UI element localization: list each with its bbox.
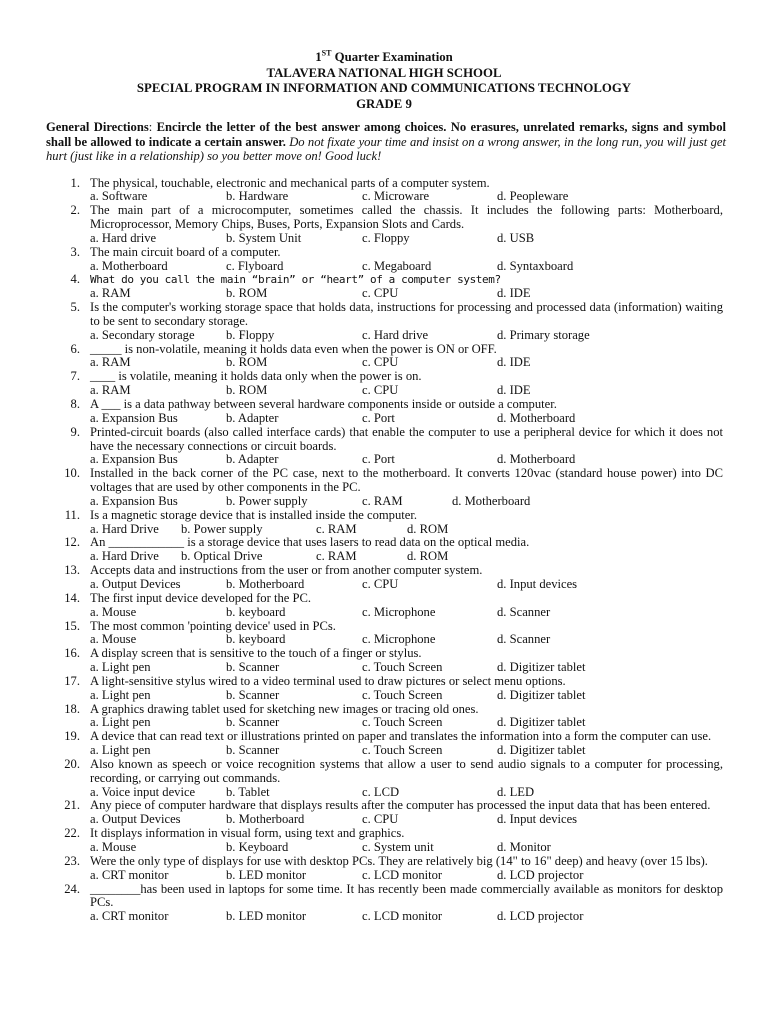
grade-level: GRADE 9 [356, 96, 412, 111]
question-item [0, 827, 768, 855]
question-number: 15. [64, 618, 80, 633]
question-number: 14. [64, 590, 80, 605]
question-number: 24. [64, 881, 80, 896]
question-body: Any piece of computer hardware that displays results after the computer has processed the input data that has been entered. [90, 798, 711, 813]
question-text [0, 592, 723, 606]
answer-choice-b[interactable]: b. System Unit [226, 230, 302, 245]
answer-choice-b[interactable]: b. Motherboard [226, 576, 305, 591]
answer-choice-c[interactable]: c. CPU [362, 286, 399, 301]
answer-choice-d[interactable]: d. LCD projector [497, 867, 584, 882]
answer-choice-d[interactable]: d. USB [497, 230, 535, 245]
question-item [0, 620, 768, 648]
answer-choice-b[interactable]: b. keyboard [226, 604, 286, 619]
question-body: Were the only type of displays for use with desktop PCs. They are relatively big (14" to 16" deep) and heavy (over 15 lbs). [90, 853, 708, 868]
question-text [0, 564, 723, 578]
question-number: 9. [70, 424, 80, 439]
question-body: A display screen that is sensitive to the touch of a finger or stylus. [90, 646, 422, 661]
answer-choice-c[interactable]: c. LCD monitor [362, 909, 443, 924]
answer-choice-c[interactable]: c. RAM [362, 493, 403, 508]
answer-choice-d[interactable]: d. ROM [407, 521, 449, 536]
question-body: The main part of a microcomputer, sometimes called the chassis. It includes the following parts: Motherboard, Microprocessor, Memory Chips, Buses, Ports, Expansion Slots and Cards. [90, 203, 723, 232]
question-item [0, 467, 768, 509]
question-body: The physical, touchable, electronic and mechanical parts of a computer system. [90, 175, 490, 190]
answer-choices [0, 412, 768, 426]
question-text [0, 758, 723, 786]
question-item [0, 509, 768, 537]
answer-choice-b[interactable]: b. LED monitor [226, 909, 307, 924]
answer-choice-b[interactable]: b. Scanner [226, 660, 280, 675]
question-body: Is the computer's working storage space that holds data, instructions for processing and processed data (information) waiting to be sent to secondary storage. [90, 300, 723, 328]
answer-choice-a[interactable]: a. Voice input device [90, 784, 196, 799]
question-item [0, 647, 768, 675]
answer-choice-d[interactable]: d. Monitor [497, 840, 551, 854]
answer-choice-c[interactable]: c. CPU [362, 812, 399, 827]
answer-choices [0, 744, 768, 758]
answer-choice-c[interactable]: c. RAM [316, 521, 357, 536]
answer-choice-c[interactable]: c. Megaboard [362, 258, 432, 273]
answer-choice-d[interactable]: d. Motherboard [497, 452, 576, 467]
answer-choices [0, 190, 768, 204]
question-number: 21. [64, 798, 80, 813]
question-item [0, 343, 768, 371]
answer-choice-a[interactable]: a. Mouse [90, 840, 137, 854]
answer-choice-a[interactable]: a. RAM [90, 286, 131, 301]
answer-choice-c[interactable]: c. Microphone [362, 632, 436, 647]
answer-choice-b[interactable]: b. Adapter [226, 452, 279, 467]
answer-choice-b[interactable]: b. ROM [226, 286, 268, 301]
answer-choice-d[interactable]: d. Motherboard [452, 493, 531, 508]
question-body: Installed in the back corner of the PC case, next to the motherboard. It converts 120vac (standard house power) into DC voltages that are used by other components in the PC. [90, 466, 723, 495]
question-text [0, 398, 723, 412]
answer-choice-c[interactable]: c. Touch Screen [362, 687, 443, 702]
answer-choice-a[interactable]: a. Hard Drive [90, 521, 159, 536]
answer-choice-b[interactable]: b. Power supply [181, 521, 263, 536]
program-name: SPECIAL PROGRAM IN INFORMATION AND COMMUNICATIONS TECHNOLOGY [136, 81, 632, 95]
question-number: 16. [64, 646, 80, 661]
answer-choice-a[interactable]: a. Mouse [90, 632, 137, 647]
answer-choice-a[interactable]: a. RAM [90, 355, 131, 370]
ordinal-suffix: ST [321, 48, 332, 58]
school-name: TALAVERA NATIONAL HIGH SCHOOL [266, 65, 502, 80]
question-body: A graphics drawing tablet used for sketching new images or tracing old ones. [90, 701, 479, 716]
answer-choices [0, 523, 768, 537]
question-body: The most common 'pointing device' used in PCs. [90, 618, 336, 633]
question-body: The first input device developed for the PC. [90, 590, 312, 605]
question-item [0, 398, 768, 426]
question-item [0, 301, 768, 343]
answer-choice-b[interactable]: c. Flyboard [226, 258, 284, 273]
question-item [0, 799, 768, 827]
question-body: What do you call the main “brain” or “heart” of a computer system? [90, 273, 501, 287]
question-number: 18. [64, 701, 80, 716]
question-body: A device that can read text or illustrations printed on paper and translates the information into a form the computer can use. [90, 729, 712, 744]
answer-choices [0, 495, 768, 509]
question-text [0, 883, 723, 911]
question-item [0, 273, 768, 301]
answer-choice-d[interactable]: d. Digitizer tablet [497, 687, 586, 702]
question-body: A light-sensitive stylus wired to a video terminal used to draw pictures or select menu options. [90, 673, 566, 688]
question-text [0, 246, 723, 260]
question-item [0, 703, 768, 731]
answer-choice-d[interactable]: d. ROM [407, 549, 449, 564]
question-text [0, 301, 723, 329]
directions-colon: : [148, 120, 157, 134]
answer-choice-c[interactable]: c. LCD [362, 784, 400, 799]
answer-choice-a[interactable]: a. Light pen [90, 660, 151, 675]
answer-choice-d[interactable]: d. IDE [497, 355, 531, 370]
exam-title-line [0, 50, 768, 66]
answer-choices [0, 716, 768, 730]
answer-choice-b[interactable]: b. Scanner [226, 687, 280, 702]
answer-choices [0, 661, 768, 675]
answer-choices [0, 689, 768, 703]
answer-choice-c[interactable]: c. Port [362, 410, 395, 425]
answer-choice-a[interactable]: a. Expansion Bus [90, 493, 178, 508]
question-number: 5. [70, 300, 80, 315]
question-number: 19. [64, 729, 80, 744]
answer-choice-c[interactable]: c. CPU [362, 355, 399, 370]
directions-bold-text: Encircle the letter of the best answer among choices. No erasures, unrelated remarks, signs and symbol shall be allowed to indicate a certain answer. [46, 120, 726, 149]
answer-choices [0, 606, 768, 620]
answer-choice-b[interactable]: b. Motherboard [226, 812, 305, 827]
answer-choice-d[interactable]: d. IDE [497, 286, 531, 301]
answer-choices [0, 453, 768, 467]
answer-choice-c[interactable]: c. Touch Screen [362, 715, 443, 730]
question-text [0, 730, 723, 744]
question-text [0, 620, 723, 634]
question-number: 20. [64, 756, 80, 771]
answer-choice-d[interactable]: d. IDE [497, 383, 531, 398]
question-body: It displays information in visual form, using text and graphics. [90, 826, 405, 841]
question-text [0, 426, 723, 454]
answer-choice-a[interactable]: a. Output Devices [90, 812, 181, 827]
answer-choice-c[interactable]: c. Touch Screen [362, 660, 443, 675]
question-number: 4. [70, 272, 80, 287]
question-number: 8. [70, 397, 80, 411]
answer-choice-c[interactable]: c. Port [362, 452, 395, 467]
question-body: Is a magnetic storage device that is installed inside the computer. [90, 507, 417, 522]
question-number: 3. [70, 244, 80, 259]
question-body: The main circuit board of a computer. [90, 244, 281, 259]
question-number: 23. [64, 853, 80, 868]
answer-choice-b[interactable]: b. Tablet [226, 784, 270, 799]
question-text [0, 273, 723, 287]
answer-choice-a[interactable]: a. Hard Drive [90, 549, 159, 564]
answer-choices [0, 578, 768, 592]
answer-choice-b[interactable]: b. Hardware [226, 189, 289, 204]
answer-choices [0, 550, 768, 564]
answer-choice-b[interactable]: b. Optical Drive [181, 549, 263, 564]
answer-choice-d[interactable]: d. Input devices [497, 812, 578, 827]
question-text [0, 675, 723, 689]
answer-choices [0, 260, 768, 274]
answer-choice-b[interactable]: b. ROM [226, 355, 268, 370]
question-body: _____ is non-volatile, meaning it holds data even when the power is ON or OFF. [90, 341, 497, 356]
answer-choices [0, 384, 768, 398]
question-item [0, 370, 768, 398]
question-text [0, 703, 723, 717]
question-text [0, 204, 723, 232]
question-text [0, 509, 723, 523]
answer-choices [0, 910, 768, 924]
answer-choice-d[interactable]: d. Primary storage [497, 327, 590, 342]
answer-choices [0, 813, 768, 827]
question-number: 7. [70, 369, 80, 384]
answer-choice-b[interactable]: b. Power supply [226, 493, 308, 508]
question-text [0, 647, 723, 661]
question-body: An ____________ is a storage device that uses lasers to read data on the optical media. [90, 535, 530, 550]
question-body: Printed-circuit boards (also called interface cards) that enable the computer to use a peripheral device for which it does not have the necessary connections or circuit boards. [90, 424, 723, 453]
answer-choices [0, 329, 768, 343]
answer-choices [0, 869, 768, 883]
answer-choice-a[interactable]: a. RAM [90, 383, 131, 398]
question-item [0, 536, 768, 564]
question-text [0, 177, 723, 191]
ordinal-number: 1 [315, 50, 322, 64]
question-text [0, 343, 723, 357]
answer-choices [0, 633, 768, 647]
answer-choice-b[interactable]: b. LED monitor [226, 867, 307, 882]
answer-choice-b[interactable]: b. Scanner [226, 715, 280, 730]
answer-choice-c[interactable]: c. System unit [362, 840, 434, 854]
answer-choice-a[interactable]: a. Expansion Bus [90, 410, 178, 425]
question-body: ________has been used in laptops for some time. It has recently been made commercially available as monitors for desktop PCs. [90, 881, 723, 910]
directions-label: General Directions [46, 120, 149, 134]
general-directions [46, 120, 726, 164]
answer-choice-d[interactable]: d. Peopleware [497, 189, 569, 204]
answer-choice-c[interactable]: c. Hard drive [362, 327, 429, 342]
question-text [0, 467, 723, 495]
answer-choice-a[interactable]: a. Hard drive [90, 230, 157, 245]
answer-choice-a[interactable]: a. Output Devices [90, 576, 181, 591]
question-list [0, 177, 768, 925]
exam-title: Quarter Examination [334, 50, 453, 64]
answer-choice-a[interactable]: a. Mouse [90, 604, 137, 619]
question-number: 22. [64, 826, 80, 841]
answer-choice-d[interactable]: d. Motherboard [497, 410, 576, 425]
question-text [0, 855, 723, 869]
answer-choice-d[interactable]: d. Digitizer tablet [497, 743, 586, 758]
question-text [0, 536, 723, 550]
question-item [0, 592, 768, 620]
question-number: 12. [64, 535, 80, 550]
question-number: 11. [64, 507, 80, 522]
answer-choice-c[interactable]: c. Microware [362, 189, 430, 204]
question-text [0, 370, 723, 384]
answer-choice-b[interactable]: b. Scanner [226, 743, 280, 758]
answer-choice-a[interactable]: a. Software [90, 189, 148, 204]
answer-choices [0, 786, 768, 800]
question-body: Accepts data and instructions from the user or from another computer system. [90, 563, 483, 578]
answer-choice-a[interactable]: a. Light pen [90, 715, 151, 730]
answer-choice-c[interactable]: c. CPU [362, 576, 399, 591]
answer-choice-d[interactable]: d. Input devices [497, 576, 578, 591]
answer-choice-c[interactable]: c. CPU [362, 383, 399, 398]
answer-choice-b[interactable]: b. keyboard [226, 632, 286, 647]
answer-choice-c[interactable]: c. Microphone [362, 604, 436, 619]
question-number: 2. [70, 203, 80, 218]
answer-choice-a[interactable]: a. Light pen [90, 743, 151, 758]
exam-header [0, 50, 768, 112]
answer-choice-a[interactable]: a. Expansion Bus [90, 452, 178, 467]
question-item [0, 675, 768, 703]
answer-choice-d[interactable]: d. LCD projector [497, 909, 584, 924]
question-item [0, 758, 768, 800]
question-number: 10. [64, 466, 80, 481]
answer-choice-b[interactable]: b. Adapter [226, 410, 279, 425]
answer-choice-d[interactable]: d. Scanner [497, 604, 551, 619]
question-body: ____ is volatile, meaning it holds data only when the power is on. [90, 369, 422, 384]
answer-choice-c[interactable]: c. Touch Screen [362, 743, 443, 758]
answer-choice-a[interactable]: a. Motherboard [90, 258, 168, 273]
question-body: A ___ is a data pathway between several hardware components inside or outside a computer. [90, 397, 557, 411]
question-text [0, 799, 723, 813]
question-item [0, 564, 768, 592]
answer-choice-d[interactable]: d. Syntaxboard [497, 258, 574, 273]
question-item [0, 426, 768, 468]
question-number: 17. [64, 673, 80, 688]
answer-choice-c[interactable]: c. Floppy [362, 230, 410, 245]
answer-choices [0, 841, 768, 855]
answer-choice-a[interactable]: a. CRT monitor [90, 909, 169, 924]
question-item [0, 855, 768, 883]
answer-choices [0, 287, 768, 301]
question-item [0, 177, 768, 205]
question-number: 13. [64, 563, 80, 578]
answer-choice-c[interactable]: c. LCD monitor [362, 867, 443, 882]
answer-choice-d[interactable]: d. Scanner [497, 632, 551, 647]
answer-choice-d[interactable]: d. LED [497, 784, 535, 799]
answer-choice-a[interactable]: a. Secondary storage [90, 327, 195, 342]
answer-choice-a[interactable]: a. CRT monitor [90, 867, 169, 882]
question-item [0, 246, 768, 274]
answer-choice-d[interactable]: d. Digitizer tablet [497, 715, 586, 730]
answer-choice-b[interactable]: b. Floppy [226, 327, 275, 342]
question-item [0, 883, 768, 925]
answer-choice-b[interactable]: b. ROM [226, 383, 268, 398]
question-body: Also known as speech or voice recognition systems that allow a user to send audio signals to a computer for processing, recording, or carrying out commands. [90, 756, 723, 785]
question-number: 6. [70, 341, 80, 356]
question-number: 1. [70, 175, 80, 190]
answer-choice-b[interactable]: b. Keyboard [226, 840, 289, 854]
answer-choice-c[interactable]: c. RAM [316, 549, 357, 564]
question-item [0, 730, 768, 758]
answer-choice-a[interactable]: a. Light pen [90, 687, 151, 702]
question-text [0, 827, 723, 841]
question-item [0, 204, 768, 246]
answer-choice-d[interactable]: d. Digitizer tablet [497, 660, 586, 675]
directions-italic-text: Do not fixate your time and insist on a wrong answer, in the long run, you will just get hurt (just like in a relationship) so you better move on! Good luck! [46, 134, 726, 163]
answer-choices [0, 356, 768, 370]
answer-choices [0, 232, 768, 246]
